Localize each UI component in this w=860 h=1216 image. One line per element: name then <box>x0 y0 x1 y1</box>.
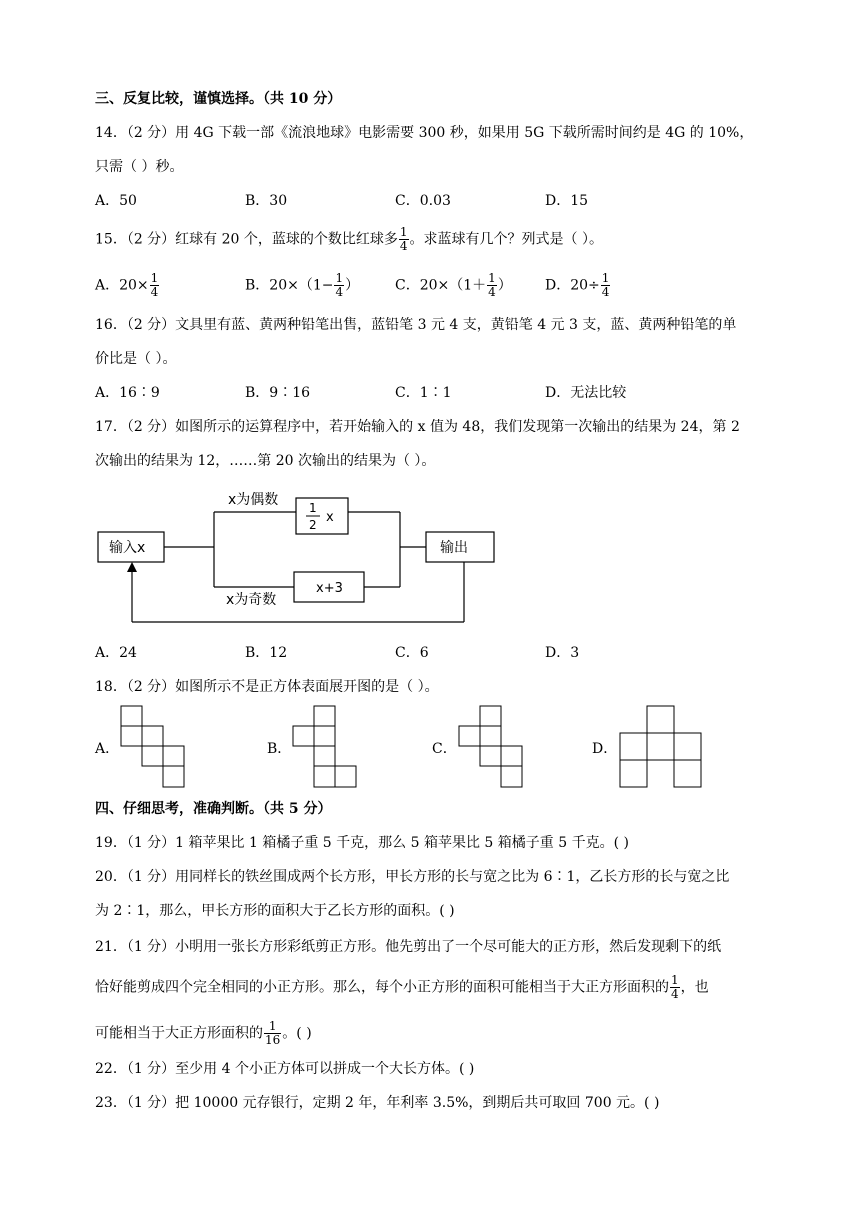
fraction-denominator: 4 <box>488 285 496 299</box>
fraction-numerator: 1 <box>671 973 679 987</box>
q17-option-a: A．24 <box>95 645 137 661</box>
q18-option-d-label: D． <box>592 741 618 757</box>
q15-option-d-text: D．20÷ <box>545 277 600 294</box>
fraction-denominator: 16 <box>265 1033 281 1047</box>
q15-option-b <box>245 272 359 299</box>
q16-option-d: D．无法比较 <box>545 385 627 401</box>
q16-line-1: 16．（2 分）文具里有蓝、黄两种铅笔出售，蓝铅笔 3 元 4 支，黄铅笔 4 元 3 支，蓝、黄两种铅笔的单 <box>95 317 737 333</box>
q18-net-d <box>618 705 704 789</box>
fraction-numerator: 1 <box>601 271 610 285</box>
q18-line-1: 18．（2 分）如图所示不是正方体表面展开图的是（ ）。 <box>95 679 439 695</box>
q16-option-c: C．1∶1 <box>395 385 452 401</box>
q17-flowchart <box>90 488 510 628</box>
q15-option-d-fraction <box>601 272 611 299</box>
fraction-numerator: 1 <box>335 271 344 285</box>
q15-option-c-post: ） <box>497 277 512 294</box>
q16-option-a: A．16∶9 <box>95 385 160 401</box>
q14-option-b: B．30 <box>245 193 288 209</box>
q17-line-1: 17．（2 分）如图所示的运算程序中，若开始输入的 x 值为 48，我们发现第一次输出的结果为 24，第 2 <box>95 419 740 435</box>
q18-net-a <box>120 705 186 789</box>
q15-text-pre: 15．（2 分）红球有 20 个，蓝球的个数比红球多 <box>95 231 398 248</box>
q21-line-3-text: 可能相当于大正方形面积的 <box>95 1025 263 1042</box>
q18-net-b <box>292 705 358 789</box>
q23-line-1: 23．（1 分）把 10000 元存银行，定期 2 年，年利率 3.5%，到期后共可取回 700 元。( ) <box>95 1095 660 1111</box>
q15-fraction-denominator: 4 <box>399 239 408 253</box>
q20-line-2: 为 2∶1，那么，甲长方形的面积大于乙长方形的面积。( ) <box>95 903 455 919</box>
fraction-denominator: 4 <box>335 285 344 299</box>
flowchart-even-label: x为偶数 <box>228 492 279 508</box>
flowchart-even-op-numerator: 1 <box>309 501 317 515</box>
q21-fraction-sixteenth <box>264 1020 281 1047</box>
q15-option-a-fraction <box>150 272 160 299</box>
q17-option-b: B．12 <box>245 645 288 661</box>
q15-option-a-text: A．20× <box>95 277 149 294</box>
flowchart-input-label: 输入x <box>109 540 146 556</box>
q15-option-b-fraction <box>334 272 344 299</box>
q21-line-1: 21．（1 分）小明用一张长方形彩纸剪正方形。他先剪出了一个尽可能大的正方形，然后发现剩下的纸 <box>95 939 722 955</box>
q16-line-2: 价比是（ ）。 <box>95 351 177 367</box>
q21-line-2-post: ，也 <box>680 979 709 996</box>
fraction-numerator: 1 <box>264 1020 281 1034</box>
q22-line-1: 22．（1 分）至少用 4 个小正方体可以拼成一个大长方体。( ) <box>95 1061 475 1077</box>
q18-option-b-label: B． <box>267 741 292 757</box>
q15-text-post: 。求蓝球有几个？列式是（ ）。 <box>409 231 603 248</box>
fraction-numerator: 1 <box>488 271 496 285</box>
flowchart-odd-label: x为奇数 <box>226 592 277 608</box>
q14-line-1: 14．（2 分）用 4G 下载一部《流浪地球》电影需要 300 秒，如果用 5G 下载所需时间约是 4G 的 10%， <box>95 125 754 141</box>
q16-option-b: B．9∶16 <box>245 385 311 401</box>
fraction-denominator: 4 <box>150 285 159 299</box>
q17-line-2: 次输出的结果为 12，……第 20 次输出的结果为（ ）。 <box>95 453 436 469</box>
flowchart-even-op-denominator: 2 <box>309 518 317 532</box>
section-4-heading: 四、仔细思考，准确判断。（共 5 分） <box>95 801 332 817</box>
q17-option-d: D．3 <box>545 645 580 661</box>
q21-fraction-quarter <box>670 974 680 1001</box>
fraction-denominator: 4 <box>671 987 679 1001</box>
q15-line-1 <box>95 226 603 253</box>
q15-option-b-post: ） <box>345 277 360 294</box>
q14-line-2: 只需（ ）秒。 <box>95 159 184 175</box>
q18-option-c-label: C． <box>432 741 457 757</box>
q14-option-c: C．0.03 <box>395 193 451 209</box>
flowchart-odd-op-label: x+3 <box>316 581 343 596</box>
q21-line-2-text: 恰好能剪成四个完全相同的小正方形。那么，每个小正方形的面积可能相当于大正方形面积的 <box>95 979 669 996</box>
flowchart-output-label: 输出 <box>440 540 468 556</box>
q15-fraction <box>399 226 409 253</box>
q14-option-d: D．15 <box>545 193 589 209</box>
q18-net-c <box>458 705 524 789</box>
q21-line-3 <box>95 1020 312 1047</box>
q20-line-1: 20．（1 分）用同样长的铁丝围成两个长方形，甲长方形的长与宽之比为 6∶1，乙长方形的长与宽之比 <box>95 869 730 885</box>
q17-option-c: C．6 <box>395 645 429 661</box>
q15-option-a <box>95 272 160 299</box>
q14-option-a: A．50 <box>95 193 137 209</box>
q15-option-d <box>545 272 611 299</box>
flowchart-even-op-variable: x <box>326 510 334 525</box>
section-3-heading: 三、反复比较，谨慎选择。（共 10 分） <box>95 91 342 107</box>
q19-line-1: 19．（1 分）1 箱苹果比 1 箱橘子重 5 千克，那么 5 箱苹果比 5 箱橘子重 5 千克。( ) <box>95 835 629 851</box>
q15-option-c-fraction <box>487 272 497 299</box>
q15-option-c-text: C．20×（1＋ <box>395 277 487 294</box>
feedback-arrow-head <box>127 562 137 572</box>
q18-option-a-label: A． <box>95 741 120 757</box>
q21-line-2 <box>95 974 709 1001</box>
even-operation-box <box>296 498 348 534</box>
fraction-denominator: 4 <box>601 285 610 299</box>
q15-fraction-numerator: 1 <box>399 225 408 239</box>
q15-option-c <box>395 272 512 299</box>
q21-line-3-post: 。( ) <box>282 1025 312 1042</box>
fraction-numerator: 1 <box>150 271 159 285</box>
q15-option-b-text: B．20×（1− <box>245 277 334 294</box>
